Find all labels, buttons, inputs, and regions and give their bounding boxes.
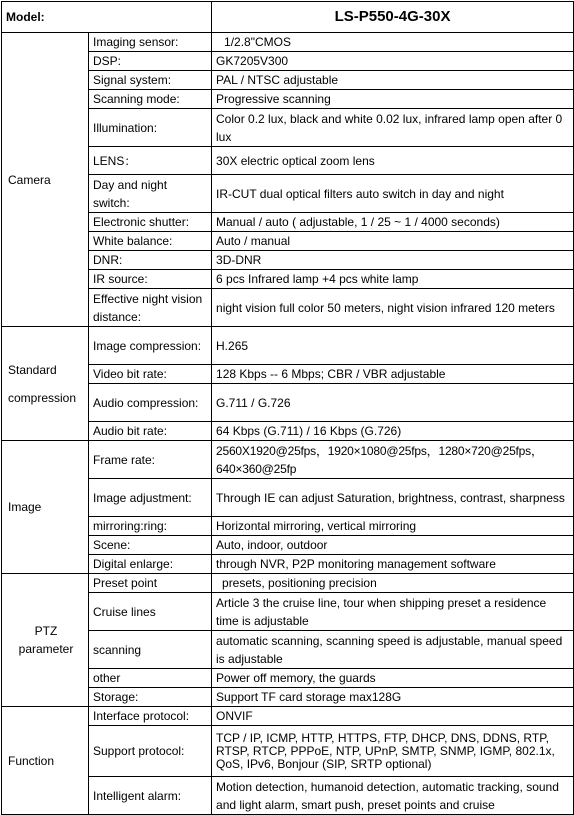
spec-key: Support protocol: [89, 726, 212, 777]
spec-row [2, 707, 574, 726]
section-function: Function [2, 707, 89, 815]
section-ptz-parameter: PTZ parameter [2, 574, 89, 707]
spec-key: Cruise lines [89, 593, 212, 631]
spec-value: automatic scanning, scanning speed is adjustable, manual speed is adjustable [212, 631, 574, 669]
model-row [2, 2, 574, 33]
spec-key: Audio bit rate: [89, 422, 212, 441]
spec-value: through NVR, P2P monitoring management software [212, 555, 574, 574]
section-standard-compression: Standard compression [2, 327, 89, 441]
spec-key: other [89, 669, 212, 688]
spec-value: 128 Kbps -- 6 Mbps; CBR / VBR adjustable [212, 365, 574, 384]
spec-value: TCP / IP, ICMP, HTTP, HTTPS, FTP, DHCP, DNS, DDNS, RTP, RTSP, RTCP, PPPoE, NTP, UPnP, SMTP, SNMP, IGMP, 802.1x, QoS, IPv6, Bonjour (SIP, SRTP optional) [212, 726, 574, 777]
spec-value: Horizontal mirroring, vertical mirroring [212, 517, 574, 536]
spec-row [2, 441, 574, 479]
spec-key: scanning [89, 631, 212, 669]
spec-key: Intelligent alarm: [89, 777, 212, 815]
spec-value: 6 pcs Infrared lamp +4 pcs white lamp [212, 270, 574, 289]
spec-value: IR-CUT dual optical filters auto switch in day and night [212, 175, 574, 213]
spec-value: Article 3 the cruise line, tour when shipping preset a residence time is adjustable [212, 593, 574, 631]
spec-value: 2560X1920@25fps，1920×1080@25fps，1280×720@25fps，640×360@25fp [212, 441, 574, 479]
spec-value: night vision full color 50 meters, night vision infrared 120 meters [212, 289, 574, 327]
spec-row [2, 33, 574, 52]
spec-key: Scanning mode: [89, 90, 212, 109]
spec-key: mirroring:ring: [89, 517, 212, 536]
spec-key: Illumination: [89, 109, 212, 147]
spec-value: 30X electric optical zoom lens [212, 147, 574, 175]
spec-value: Motion detection, humanoid detection, automatic tracking, sound and light alarm, smart push, preset points and cruise [212, 777, 574, 815]
spec-value: Progressive scanning [212, 90, 574, 109]
spec-key: Electronic shutter: [89, 213, 212, 232]
spec-key: Frame rate: [89, 441, 212, 479]
spec-value: Power off memory, the guards [212, 669, 574, 688]
spec-value: Support TF card storage max128G [212, 688, 574, 707]
spec-key: Imaging sensor: [89, 33, 212, 52]
spec-value: Color 0.2 lux, black and white 0.02 lux, infrared lamp open after 0 lux [212, 109, 574, 147]
spec-key: Video bit rate: [89, 365, 212, 384]
spec-value: Auto / manual [212, 232, 574, 251]
spec-value: G.711 / G.726 [212, 384, 574, 422]
spec-key: Signal system: [89, 71, 212, 90]
spec-value: Through IE can adjust Saturation, brightness, contrast, sharpness [212, 479, 574, 517]
section-camera: Camera [2, 33, 89, 327]
spec-value: GK7205V300 [212, 52, 574, 71]
spec-key: Audio compression: [89, 384, 212, 422]
spec-key: Image compression: [89, 327, 212, 365]
spec-key: Preset point [89, 574, 212, 593]
spec-value: Auto, indoor, outdoor [212, 536, 574, 555]
spec-value: H.265 [212, 327, 574, 365]
section-image: Image [2, 441, 89, 574]
spec-key: Digital enlarge: [89, 555, 212, 574]
spec-value: 64 Kbps (G.711) / 16 Kbps (G.726) [212, 422, 574, 441]
spec-value: 3D-DNR [212, 251, 574, 270]
spec-key: Effective night vision distance: [89, 289, 212, 327]
spec-row [2, 327, 574, 365]
spec-value: PAL / NTSC adjustable [212, 71, 574, 90]
spec-key: Storage: [89, 688, 212, 707]
spec-key: DNR: [89, 251, 212, 270]
model-value: LS-P550-4G-30X [212, 2, 574, 33]
spec-key: DSP: [89, 52, 212, 71]
spec-key: LENS： [89, 147, 212, 175]
spec-key: IR source: [89, 270, 212, 289]
spec-key: Interface protocol: [89, 707, 212, 726]
spec-value: 1/2.8"CMOS [212, 33, 574, 52]
spec-table [1, 1, 574, 815]
model-label: Model: [2, 2, 212, 33]
spec-row [2, 574, 574, 593]
spec-key: White balance: [89, 232, 212, 251]
spec-value: ONVIF [212, 707, 574, 726]
spec-key: Image adjustment: [89, 479, 212, 517]
spec-value: Manual / auto ( adjustable, 1 / 25 ~ 1 / 4000 seconds) [212, 213, 574, 232]
spec-key: Day and night switch: [89, 175, 212, 213]
spec-value: presets, positioning precision [212, 574, 574, 593]
spec-key: Scene: [89, 536, 212, 555]
